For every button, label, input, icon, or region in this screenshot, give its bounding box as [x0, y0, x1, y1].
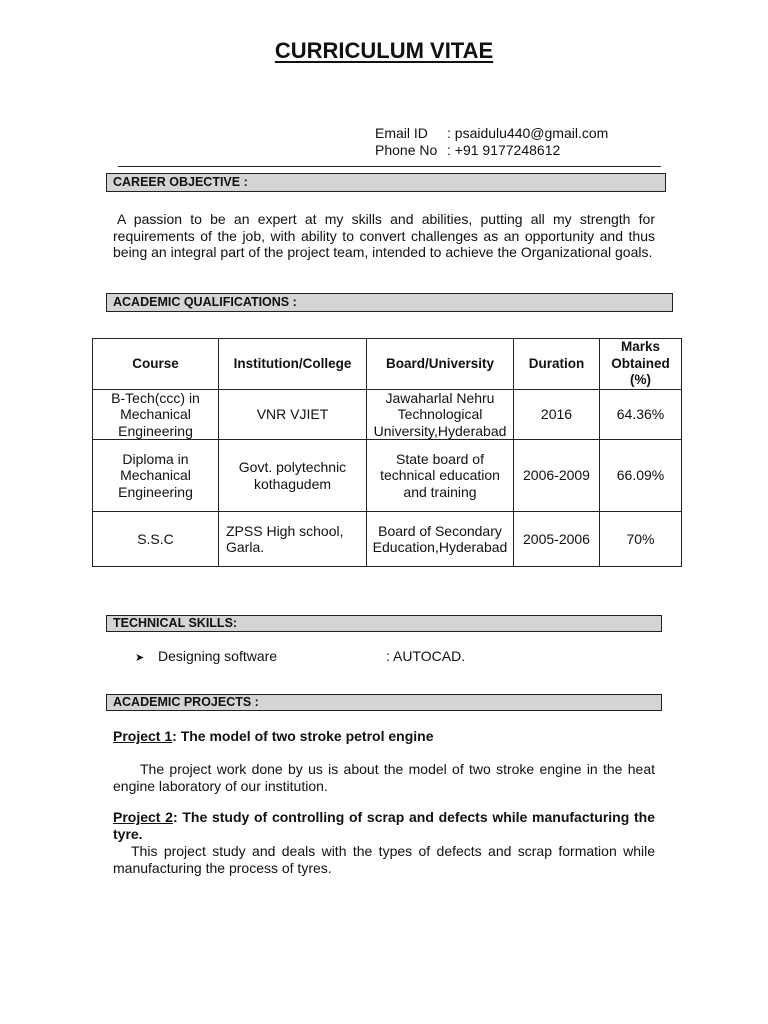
cell-duration: 2006-2009 — [514, 440, 600, 512]
project-2-heading — [113, 809, 655, 843]
table-row — [93, 440, 682, 512]
project-2-label: Project 2 — [113, 809, 173, 825]
table-row — [93, 512, 682, 567]
cell-course: S.S.C — [93, 512, 219, 567]
cell-marks: 70% — [600, 512, 682, 567]
arrow-bullet-icon: ➤ — [135, 652, 145, 664]
email-line — [375, 125, 608, 141]
header-course: Course — [93, 339, 219, 390]
cell-duration: 2016 — [514, 389, 600, 440]
header-divider — [118, 166, 661, 167]
technical-skill-item — [135, 648, 144, 664]
table-row — [93, 389, 682, 440]
header-duration: Duration — [514, 339, 600, 390]
cell-institution: ZPSS High school, Garla. — [219, 512, 367, 567]
cell-board: Board of Secondary Education,Hyderabad — [367, 512, 514, 567]
phone-value: : +91 9177248612 — [447, 142, 561, 158]
academic-qualifications-heading: ACADEMIC QUALIFICATIONS : — [106, 293, 673, 312]
cell-duration: 2005-2006 — [514, 512, 600, 567]
cell-marks: 64.36% — [600, 389, 682, 440]
cell-marks: 66.09% — [600, 440, 682, 512]
skill-label: Designing software — [158, 648, 278, 664]
page-title: CURRICULUM VITAE — [274, 38, 494, 63]
project-1-heading — [113, 728, 658, 744]
cell-course: Diploma in Mechanical Engineering — [93, 440, 219, 512]
header-marks: Marks Obtained (%) — [600, 339, 682, 390]
career-objective-text: A passion to be an expert at my skills and abilities, putting all my strength for requirements of the job, with ability to convert challenges as an opportunity and thus being an integral part of the project team, intended to achieve the Organizational goals. — [113, 211, 655, 260]
project-1-label: Project 1 — [113, 728, 173, 744]
skill-value: : AUTOCAD. — [386, 648, 466, 664]
academic-projects-heading: ACADEMIC PROJECTS : — [106, 694, 662, 711]
header-institution: Institution/College — [219, 339, 367, 390]
cell-institution: Govt. polytechnic kothagudem — [219, 440, 367, 512]
header-board: Board/University — [367, 339, 514, 390]
cell-institution: VNR VJIET — [219, 389, 367, 440]
project-1-title: : The model of two stroke petrol engine — [172, 728, 434, 744]
project-2-title: : The study of controlling of scrap and defects while manufacturing the tyre. — [113, 809, 655, 842]
technical-skills-heading: TECHNICAL SKILLS: — [106, 615, 662, 632]
project-1-description: The project work done by us is about the model of two stroke engine in the heat engine laboratory of our institution. — [113, 761, 655, 794]
project-2-description: This project study and deals with the types of defects and scrap formation while manufacturing the process of tyres. — [113, 843, 655, 876]
phone-line — [375, 142, 560, 158]
cell-board: Jawaharlal Nehru Technological University,Hyderabad — [367, 389, 514, 440]
career-objective-heading: CAREER OBJECTIVE : — [106, 173, 666, 192]
email-label: Email ID — [375, 125, 428, 141]
table-header-row — [93, 339, 682, 390]
academic-qualifications-table — [92, 338, 682, 567]
phone-label: Phone No — [375, 142, 438, 158]
cell-course: B-Tech(ccc) in Mechanical Engineering — [93, 389, 219, 440]
email-value: : psaidulu440@gmail.com — [447, 125, 609, 141]
cell-board: State board of technical education and training — [367, 440, 514, 512]
